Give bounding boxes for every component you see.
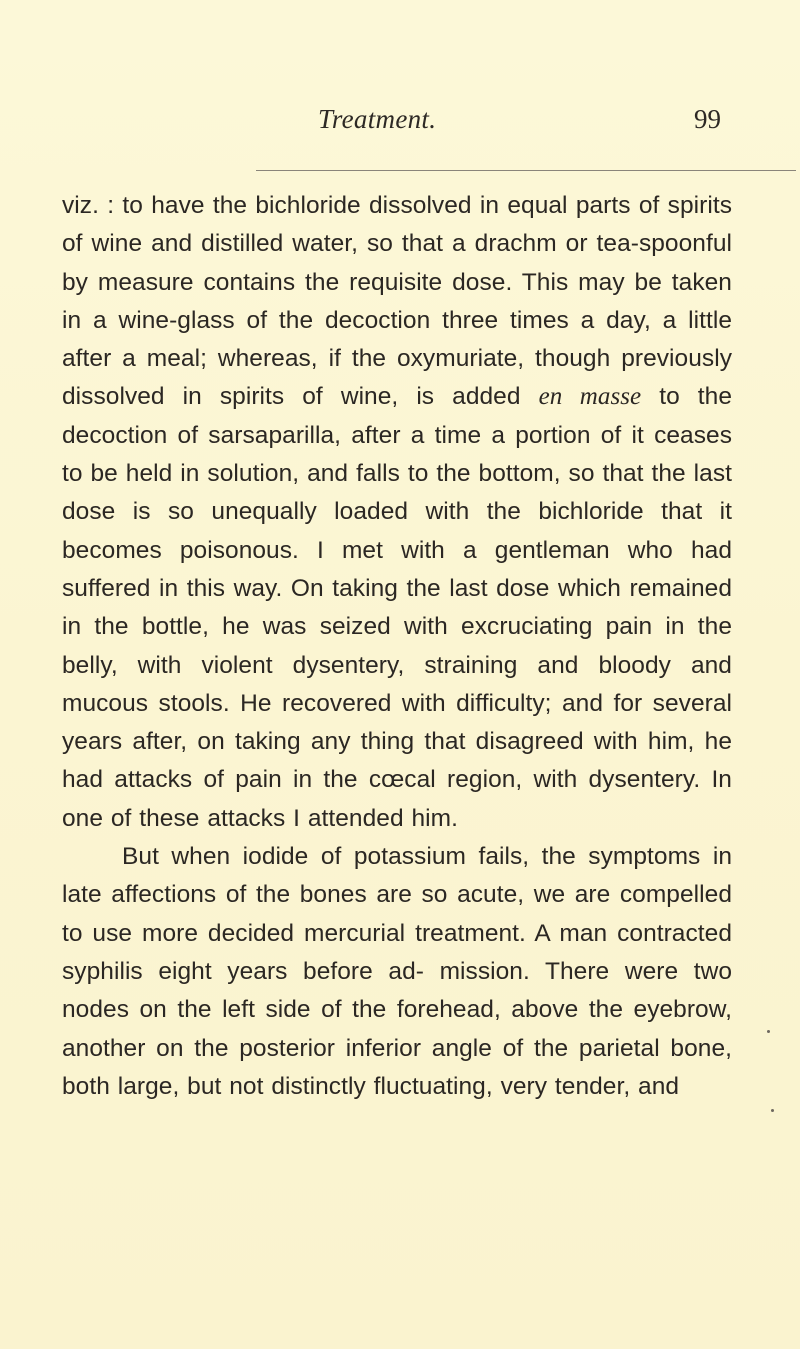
header-rule: [256, 170, 796, 171]
margin-speck: [767, 1030, 770, 1033]
paragraph-1-part-a: viz. : to have the bichloride dissolved in equal parts of spirits of wine and distilled water, so that a drachm or tea-spoonful by measure contains the requisite dose. This may be taken in a wine-glass of the decoction three times a day, a little after a meal; whereas, if the oxymuriate, though previously dissolved in spirits of wine, is added: [62, 192, 732, 411]
emphasis-en-masse: en masse: [538, 383, 642, 411]
paragraph-2: But when iodide of potassium fails, the symptoms in late affections of the bones are so acute, we are compelled to use more decided mercurial treatment. A man contracted syphilis eight years before ad- mission. There were two nodes on the left side of the forehead, above the eyebrow, another on the posterior inferior angle of the parietal bone, both large, but not distinctly fluctuating, very tender, and: [62, 843, 732, 1100]
paragraph-1-part-b: to the decoction of sarsaparilla, after a time a portion of it ceases to be held in solution, and falls to the bottom, so that the last dose is so unequally loaded with the bichloride that it becomes poisonous. I met with a gentleman who had suffered in this way. On taking the last dose which remained in the bottle, he was seized with excruciating pain in the belly, with violent dysentery, straining and bloody and mucous stools. He recovered with difficulty; and for several years after, on taking any thing that disagreed with him, he had attacks of pain in the cœcal region, with dysentery. In one of these attacks I attended him.: [62, 383, 732, 832]
running-title: Treatment.: [318, 104, 437, 134]
margin-speck: [771, 1109, 774, 1112]
paragraph-1: [62, 187, 732, 838]
body-text: [62, 187, 732, 1106]
running-head: [0, 104, 800, 148]
page-number: 99: [694, 104, 721, 134]
